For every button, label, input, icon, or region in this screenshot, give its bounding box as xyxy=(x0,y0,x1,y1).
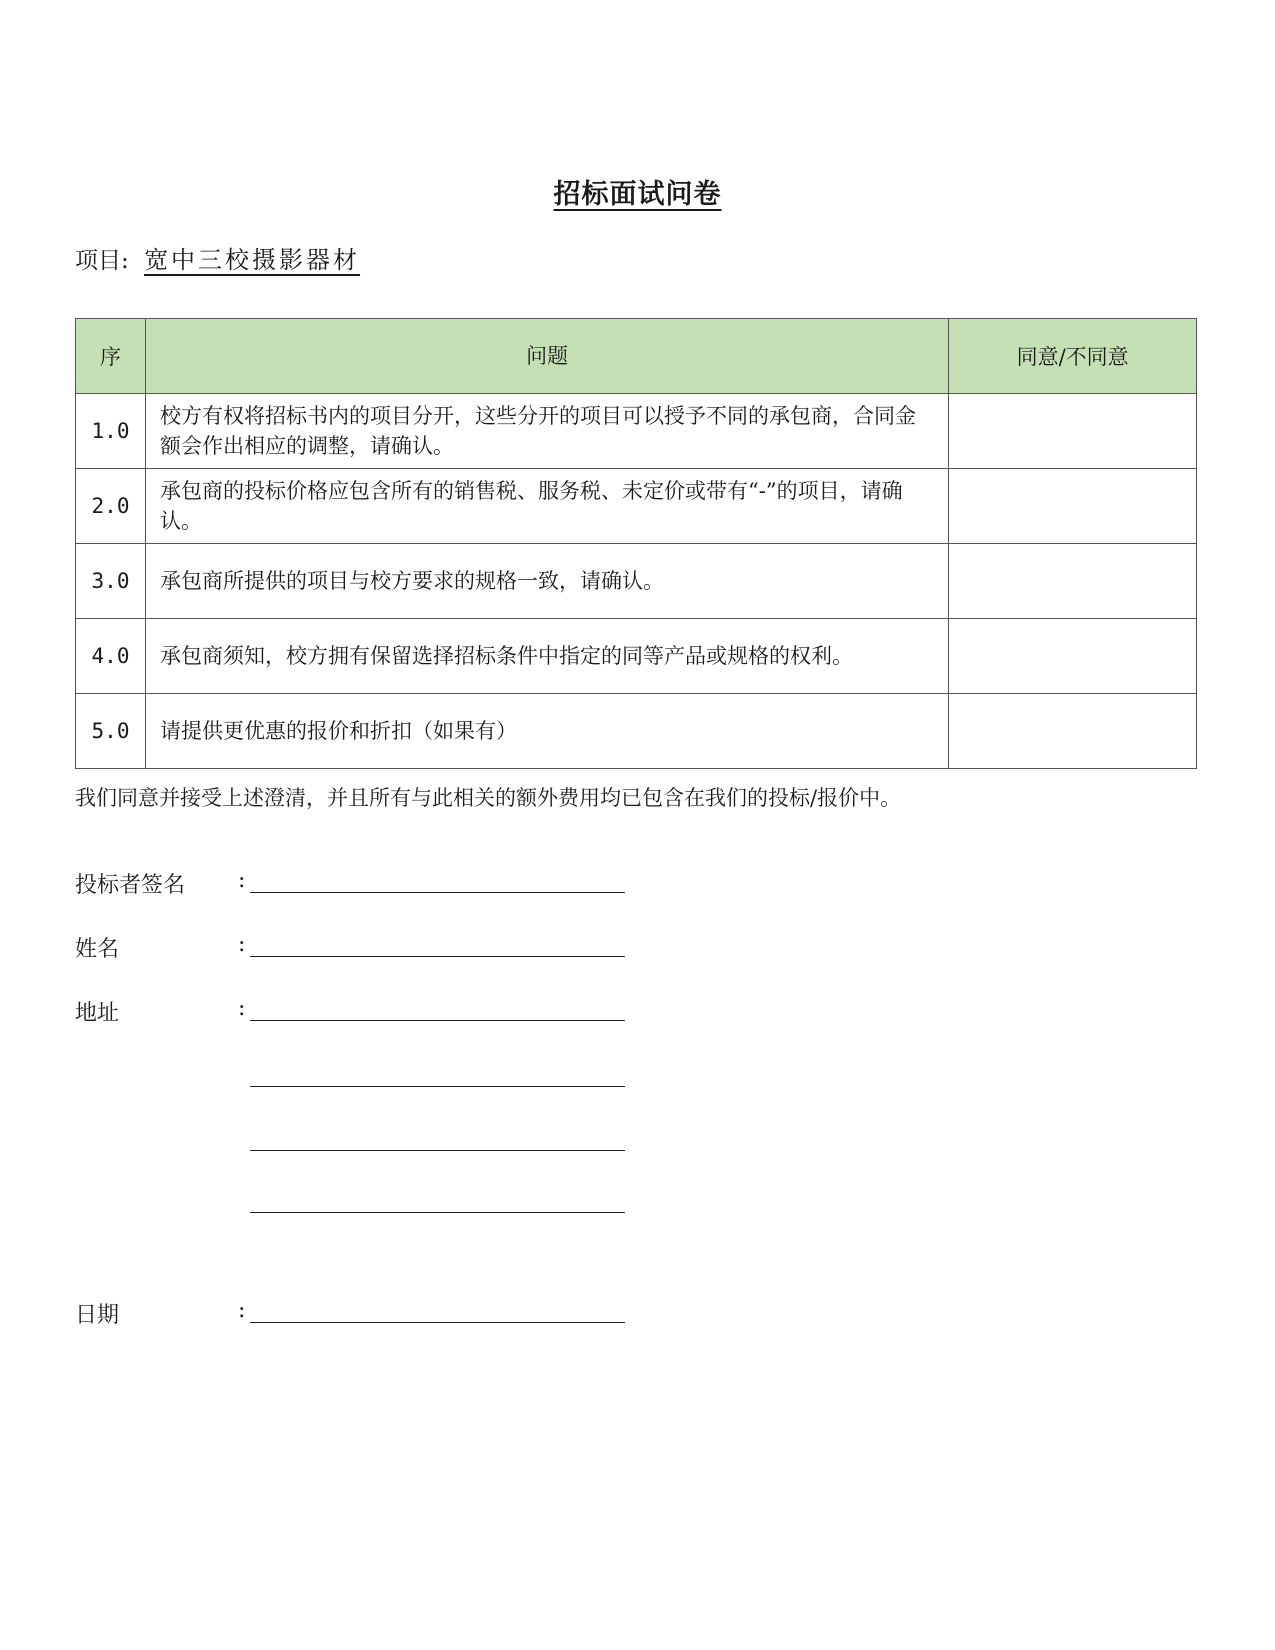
table-header-row xyxy=(76,319,1197,394)
signer-label: 投标者签名 xyxy=(75,873,186,898)
address-colon: : xyxy=(238,996,246,1021)
project-label: 项目: xyxy=(75,248,129,274)
name-label: 姓名 xyxy=(75,937,120,962)
row-seq: 2.0 xyxy=(76,469,146,544)
row-question: 请提供更优惠的报价和折扣（如果有） xyxy=(146,694,949,769)
row-question: 校方有权将招标书内的项目分开，这些分开的项目可以授予不同的承包商，合同金额会作出相应的调整，请确认。 xyxy=(146,394,949,469)
address-input-line-1[interactable] xyxy=(250,1020,625,1021)
row-seq: 3.0 xyxy=(76,544,146,619)
row-seq: 5.0 xyxy=(76,694,146,769)
row-agree-cell[interactable] xyxy=(949,544,1197,619)
date-label: 日期 xyxy=(75,1303,120,1328)
address-label: 地址 xyxy=(75,1001,120,1026)
row-question: 承包商所提供的项目与校方要求的规格一致，请确认。 xyxy=(146,544,949,619)
signer-row xyxy=(75,868,635,902)
table-row xyxy=(76,619,1197,694)
row-question: 承包商须知，校方拥有保留选择招标条件中指定的同等产品或规格的权利。 xyxy=(146,619,949,694)
row-seq: 4.0 xyxy=(76,619,146,694)
date-input-line[interactable] xyxy=(250,1322,625,1323)
table-row xyxy=(76,694,1197,769)
project-line xyxy=(75,240,360,275)
table-row xyxy=(76,394,1197,469)
date-row xyxy=(75,1298,635,1332)
name-colon: : xyxy=(238,932,246,957)
row-agree-cell[interactable] xyxy=(949,619,1197,694)
questionnaire-table xyxy=(75,318,1197,769)
table-row xyxy=(76,469,1197,544)
page-title: 招标面试问卷 xyxy=(553,179,722,210)
row-question: 承包商的投标价格应包含所有的销售税、服务税、未定价或带有“-”的项目，请确认。 xyxy=(146,469,949,544)
name-row xyxy=(75,932,635,966)
project-name: 宽中三校摄影器材 xyxy=(144,246,361,274)
signer-input-line[interactable] xyxy=(250,892,625,893)
table-row xyxy=(76,544,1197,619)
row-seq: 1.0 xyxy=(76,394,146,469)
name-input-line[interactable] xyxy=(250,956,625,957)
row-agree-cell[interactable] xyxy=(949,694,1197,769)
header-agree: 同意/不同意 xyxy=(949,319,1197,394)
date-colon: : xyxy=(238,1298,246,1323)
row-agree-cell[interactable] xyxy=(949,469,1197,544)
agreement-statement: 我们同意并接受上述澄清，并且所有与此相关的额外费用均已包含在我们的投标/报价中。 xyxy=(75,786,902,810)
address-input-line-4[interactable] xyxy=(250,1212,625,1213)
header-seq: 序 xyxy=(76,319,146,394)
signer-colon: : xyxy=(238,868,246,893)
address-row xyxy=(75,996,635,1030)
address-input-line-2[interactable] xyxy=(250,1086,625,1087)
row-agree-cell[interactable] xyxy=(949,394,1197,469)
header-question: 问题 xyxy=(146,319,949,394)
address-input-line-3[interactable] xyxy=(250,1150,625,1151)
